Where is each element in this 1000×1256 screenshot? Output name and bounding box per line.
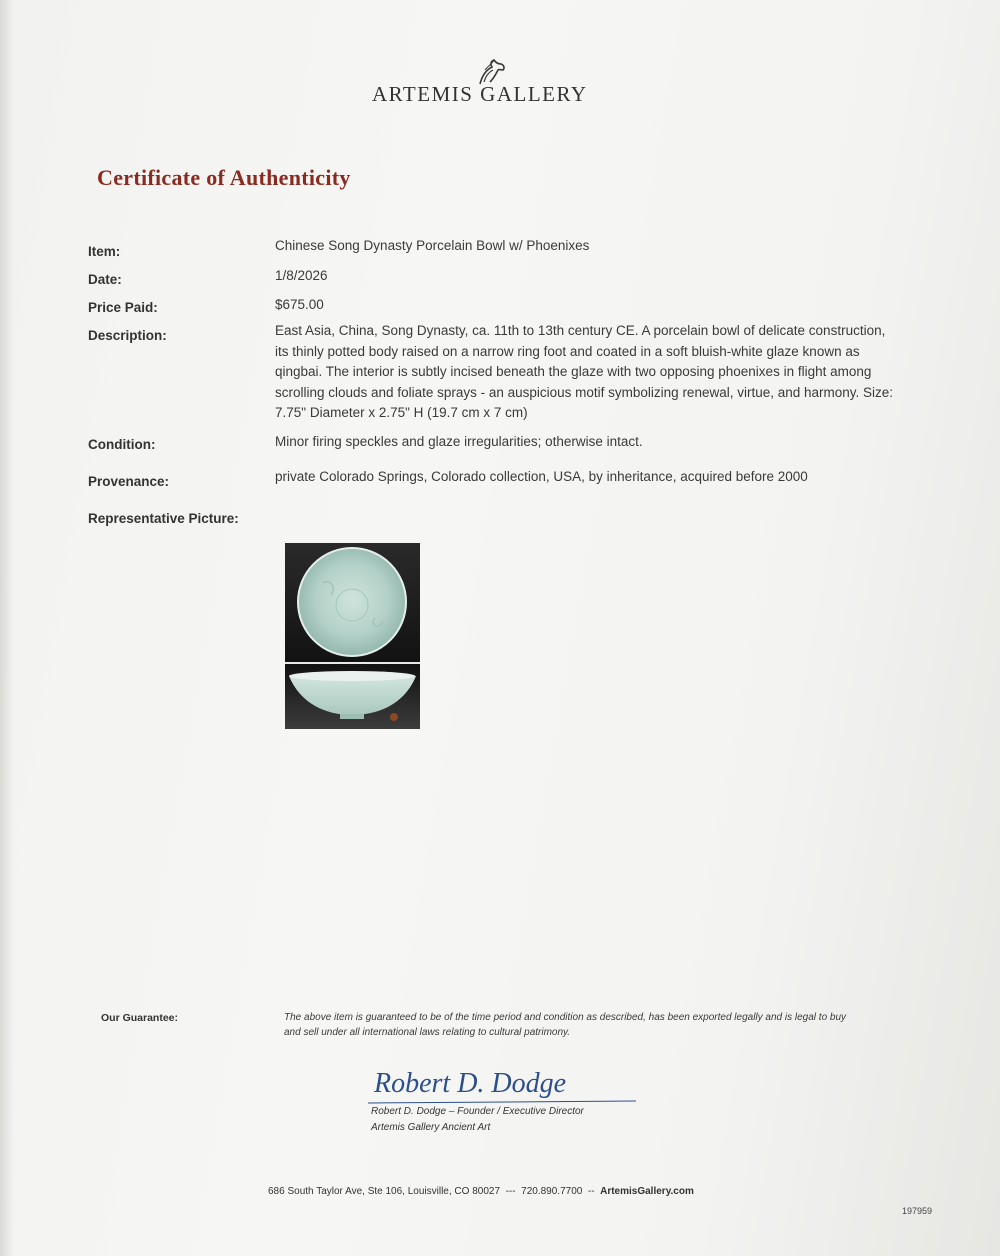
item-value: Chinese Song Dynasty Porcelain Bowl w/ Phoenixes [275,238,590,253]
certificate-number: 197959 [902,1206,933,1216]
gallery-name: ARTEMIS GALLERY [372,82,588,106]
provenance-value: private Colorado Springs, Colorado collection, USA, by inheritance, acquired before 2000 [275,469,808,484]
date-label: Date: [88,272,122,287]
bowl-photo-illustration [285,543,420,729]
gallery-logo [372,58,632,110]
signatory-name-title: Robert D. Dodge – Founder / Executive Director [371,1106,584,1117]
page-edge-shadow [0,0,14,1256]
picture-label: Representative Picture: [88,511,239,526]
footer-separator-1: --- [505,1186,516,1197]
guarantee-label: Our Guarantee: [101,1012,179,1024]
footer-phone: 720.890.7700 [521,1186,583,1197]
condition-value: Minor firing speckles and glaze irregularities; otherwise intact. [275,434,643,449]
handwritten-signature [368,1066,638,1106]
footer-website: ArtemisGallery.com [600,1186,694,1197]
item-label: Item: [88,244,121,259]
footer-separator-2: -- [587,1186,595,1197]
certificate-title: Certificate of Authenticity [97,165,351,190]
guarantee-text: The above item is guaranteed to be of the time period and condition as described, has been exported legally and is legal to buy and sell under all international laws relating to cultural patrimony. [284,1012,847,1038]
condition-label: Condition: [88,437,156,452]
provenance-label: Provenance: [88,474,170,489]
date-value: 1/8/2026 [275,268,328,283]
signatory-organization: Artemis Gallery Ancient Art [371,1122,491,1133]
footer-contact [268,1186,694,1197]
footer-address: 686 South Taylor Ave, Ste 106, Louisville, CO 80027 [268,1186,501,1197]
bowl-photo [285,543,420,729]
price-label: Price Paid: [88,300,158,315]
price-value: $675.00 [275,297,324,312]
description-value: East Asia, China, Song Dynasty, ca. 11th to 13th century CE. A porcelain bowl of delicate construction, its thinly potted body raised on a narrow ring foot and coated in a soft bluish-white glaze known as qingbai. The interior is subtly incised beneath the glaze with two opposing phoenixes in flight among scrolling clouds and foliate sprays - an auspicious motif symbolizing renewal, virtue, and harmony. Size: 7.75" Diameter x 2.75" H (19.7 cm x 7 cm) [275,323,894,420]
description-label: Description: [88,328,167,343]
svg-text:Robert D. Dodge: Robert D. Dodge [374,1068,567,1099]
